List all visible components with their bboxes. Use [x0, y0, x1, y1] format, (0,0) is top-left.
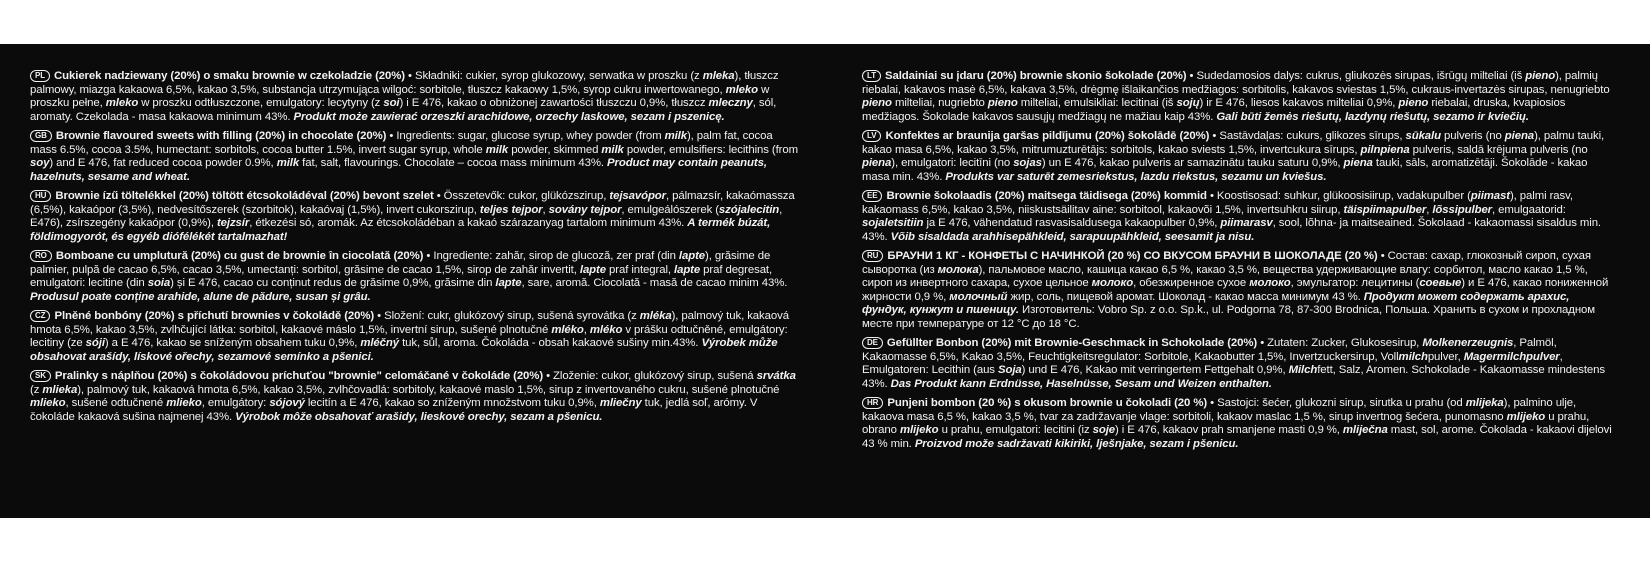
ingredient-text: tauki, sāls, aromatizētāji. Šokolāde - kakao masa min. 43%. [862, 157, 1588, 183]
ingredient-text: • Zloženie: cukor, glukózový sirup, sušená [543, 370, 757, 382]
ingredient-block-ee [862, 190, 1612, 244]
allergen-disclaimer: Võib sisaldada arahhisepähkleid, sarapuupähkleid, seesamit ja nisu. [890, 230, 1255, 243]
allergen-word: lapte [678, 250, 706, 262]
allergen-word: pieno [1525, 70, 1556, 82]
allergen-word: Milch [1288, 364, 1318, 376]
ingredient-text: pulver, [1427, 350, 1464, 363]
ingredient-text: fett, Salz, Aromen. Schokolade - Kakaomasse mindestens 43%. [862, 364, 1605, 390]
ingredient-text: praf degresat, emulgatori: lecitine (din [30, 263, 773, 289]
ingredient-text: ), пальмовое масло, кашица какао 6,5 %, какао 3,5 %, вещества удерживающие влагу: сорбитол, масло какао 1,5 %, сироп из инвертного сахара, сухое цельное [862, 263, 1588, 289]
ingredient-text: ) și E 476, cacao cu conținut redus de grăsime 0,9%, grăsime din [170, 277, 496, 289]
allergen-word: szójalecitin [718, 203, 780, 216]
ingredient-text: , обезжиренное сухое [1133, 277, 1250, 289]
allergen-word: молоко [1249, 277, 1291, 289]
language-badge: EE [862, 190, 882, 202]
allergen-word: soje [1092, 424, 1116, 436]
ingredient-block-sk [30, 370, 802, 424]
ingredient-text: ) и E 476, какао пониженной жирности 0,9 %, [862, 277, 1609, 303]
allergen-disclaimer: Продукт может содержать арахис, фундук, кунжут и пшеницу. [862, 290, 1570, 316]
allergen-word: piimast [1470, 190, 1510, 202]
allergen-word: milk [276, 157, 300, 169]
allergen-word: sūkalu [1405, 130, 1441, 142]
ingredient-text: (z [30, 383, 43, 396]
allergen-word: piimarasv [1220, 217, 1273, 229]
ingredient-text: ), palmový tuk, kakaová hmota 6,5%, kakao 3,5%, zvlhčující látka: sorbitol, kakaové máslo 1,5%, invertní sirup, sušené plnotučné [30, 310, 789, 336]
ingredient-text: ), palmių riebalai, kakavos masė 6,5%, kakava 3,5%, drėgmę išlaikančios medžiagos: sorbitolis, kakavos sviestas 1,5%, cukraus-invertazės sirupas, nenugriebto [862, 70, 1610, 96]
ingredient-text: , [1426, 203, 1433, 216]
ingredient-text: • Ingrediente: zahăr, sirop de glucoză, zer praf (din [423, 250, 679, 262]
allergen-word: mliječna [1342, 424, 1388, 436]
allergen-word: молоко [1091, 277, 1134, 289]
ingredient-text: ) i E 476, kakao o obniżonej zawartości tłuszczu 0,9%, tłuszcz [399, 97, 709, 109]
ingredient-text: ), palmový tuk, kakaová hmota 6,5%, kakao 3,5%, zvlhčovadlá: sorbitoly, kakaové maslo 1,5%, sirup z invertovaného cukru, sušené plnotučné [77, 383, 780, 396]
allergen-word: pilnpiena [1360, 143, 1410, 156]
ingredient-text: ), grăsime de palmier, pulpă de cacao 6,5%, cacao 3,5%, umectanți: sorbitol, grăsime de cacao 1,5%, sirop de zahăr invertit, [30, 250, 771, 276]
ingredient-text: , étkezési só, aromák. Az étcsokoládéban a kakaó szárazanyag tartalom minimum 43%. [249, 217, 688, 229]
allergen-word: teljes tejpor [479, 203, 543, 216]
allergen-disclaimer: Produsul poate conține arahide, alune de pădure, susan și grâu. [30, 290, 371, 303]
ingredient-text: ) ir E 476, liesos kakavos milteliai 0,9%, [1199, 97, 1399, 109]
allergen-disclaimer: Gali būti žemės riešutų, lazdynų riešutų, sezamo ir kviečių. [1216, 110, 1529, 123]
product-title: Brownie šokolaadis (20%) maitsega täidisega (20%) kommid [886, 190, 1207, 202]
ingredient-text: mast, sol, arome. Čokolada - kakaovi dijelovi 43 % min. [862, 424, 1612, 450]
ingredient-text: riebalai, druska, kvapiosios medžiagos. Šokolade kakavos sausųjų medžiagų ne mažiau kaip 43%. [862, 97, 1566, 123]
language-badge: HR [862, 397, 883, 409]
ingredient-text: жир, соль, пищевой аромат. Шоколад - какао масса минимум 43 %. [1007, 290, 1364, 303]
ingredient-block-de [862, 337, 1612, 391]
ingredient-text: , sare, aromă. Ciocolată - masă de cacao minim 43%. [521, 277, 788, 289]
allergen-word: srvátka [756, 370, 796, 382]
language-badge: RU [862, 250, 883, 262]
product-title: Punjeni bombon (20 %) s okusom brownie u čokoladi (20 %) [887, 397, 1208, 409]
ingredient-text: powder, emulsifiers: lecithins (from [623, 143, 798, 156]
allergen-disclaimer: Produkt może zawierać orzeszki arachidowe, orzechy laskowe, sezam i pszenicę. [293, 110, 725, 123]
ingredient-text: • Ingredients: sugar, glucose syrup, whey powder (from [386, 130, 665, 142]
allergen-word: sojaletsitiin [862, 217, 924, 229]
ingredient-text: pulveris, saldā krējuma pulveris (no [1409, 143, 1588, 156]
allergen-word: soi [383, 97, 400, 109]
allergen-word: молока [937, 263, 979, 276]
allergen-word: sojas [1013, 157, 1042, 169]
allergen-word: piena [862, 157, 892, 169]
ingredient-text: ) i E 476, kakaov prah smanjene masti 0,9 %, [1115, 424, 1343, 436]
ingredient-text: pulveris (no [1440, 130, 1505, 142]
ingredient-text: ja E 476, vähendatud rasvasisaldusega kakaopulber 0,9%, [923, 217, 1221, 229]
ingredient-text: , emulgátory: [201, 397, 270, 409]
product-title: Cukierek nadziewany (20%) o smaku brownie w czekoladzie (20%) [54, 70, 405, 82]
product-title: БРАУНИ 1 КГ - КОНФЕТЫ С НАЧИНКОЙ (20 %) СО ВКУСОМ БРАУНИ В ШОКОЛАДЕ (20 %) [887, 250, 1378, 262]
allergen-word: mleka [702, 70, 735, 82]
product-title: Gefüllter Bonbon (20%) mit Brownie-Geschmack in Schokolade (20%) [886, 337, 1258, 349]
allergen-word: piena [1343, 157, 1373, 169]
ingredient-text: ), palmu tauki, kakao masa 6,5%, kakao 3,5%, mitrumuzturētājs: sorbitols, kakao sviests 1,5%, invertcukura sīrups, [862, 130, 1605, 156]
left-column [30, 70, 802, 430]
ingredient-text: , emulgeálószerek ( [621, 203, 719, 216]
ingredient-text: praf integral, [605, 263, 675, 276]
ingredient-text: , pálmazsír, kakaómassza (6,5%), kakaópor (3,5%), nedvesítőszerek (szorbitok), kakaóvaj (1,5%), invert cukorszirup, [30, 190, 795, 216]
product-title: Saldainiai su įdaru (20%) brownie skonio šokolade (20%) [884, 70, 1187, 82]
ingredient-block-cz [30, 310, 802, 364]
ingredient-text: milteliai, nugriebto [891, 97, 988, 109]
allergen-word: lõssipulber [1432, 203, 1493, 216]
ingredient-text: , эмульгатор: лецитины ( [1290, 277, 1420, 289]
ingredient-text: , E476), zsírszegény kakaópor (0,9%), [30, 203, 783, 229]
language-badge: DE [862, 337, 883, 349]
ingredient-block-hr [862, 397, 1612, 451]
right-column [862, 70, 1612, 457]
allergen-word: täispiimapulber [1343, 203, 1427, 216]
language-badge: CZ [30, 310, 50, 322]
ingredient-text: tuk, sůl, aroma. Čokoláda - obsah kakaové sušiny min.43%. [399, 337, 702, 349]
ingredient-text: milteliai, emulsikliai: lecitinai (iš [1017, 97, 1177, 109]
allergen-word: sovány tejpor [548, 203, 622, 216]
allergen-word: soy [30, 157, 50, 169]
allergen-word: молочный [949, 290, 1008, 303]
allergen-disclaimer: Výrobok môže obsahovať arašidy, lieskové orechy, sezam a pšenicu. [235, 410, 603, 423]
allergen-word: milk [664, 130, 687, 142]
ingredient-block-lt [862, 70, 1612, 124]
language-badge: SK [30, 370, 51, 382]
ingredient-text: ) un E 476, kakao pulveris ar samazinātu tauku saturu 0,9%, [1041, 157, 1344, 169]
ingredient-block-lv [862, 130, 1612, 184]
ingredient-text: ), palm fat, cocoa mass 6.5%, cocoa 3.5%, humectant: sorbitols, cocoa butter 1.5%, invert sugar syrup, whole [30, 130, 773, 156]
ingredient-text: , [583, 323, 590, 336]
allergen-word: pieno [987, 97, 1018, 109]
allergen-word: milk [485, 143, 509, 156]
ingredient-text: lecitín a E 476, kakao so zníženým množstvom tuku 0,9%, [304, 397, 600, 409]
ingredient-text: ) and E 476, fat reduced cocoa powder 0.9%, [49, 157, 277, 169]
product-title: Plněné bonbóny (20%) s příchutí brownies v čokoládě (20%) [54, 310, 375, 322]
product-title: Bomboane cu umplutură (20%) cu gust de brownie în ciocolată (20%) [55, 250, 424, 262]
allergen-word: mlijeko [1506, 410, 1546, 423]
ingredient-text: Изготовитель: Vobro Sp. z o.o. Sp.k., ul. Podgorna 78, 87-300 Brodnica, Польша. Хранить в сухом и прохладном месте при температуре от 12 °С до 18 °С. [862, 304, 1595, 330]
ingredient-text: , Emulgatoren: Lecithin (aus [862, 350, 1563, 376]
language-badge: RO [30, 250, 52, 262]
ingredient-text: ), emulgatori: lecitīni (no [891, 157, 1014, 169]
ingredient-text: • Složení: cukr, glukózový sirup, sušená syrovátka (z [374, 310, 640, 322]
product-title: Brownie flavoured sweets with filling (20%) in chocolate (20%) [55, 130, 387, 142]
language-badge: LV [862, 130, 881, 142]
language-badge: LT [862, 70, 881, 82]
ingredient-text: w proszku odtłuszczone, emulgatory: lecytyny (z [138, 97, 384, 109]
ingredient-text: powder, skimmed [508, 143, 602, 156]
allergen-word: mliečny [599, 397, 642, 409]
allergen-disclaimer: Výrobek může obsahovat arašídy, lískové ořechy, sezamové semínko a pšenici. [30, 337, 778, 363]
ingredient-text: ) a E 476, kakao se sníženým obsahem tuku 0,9%, [104, 337, 361, 349]
allergen-word: lapte [579, 263, 606, 276]
ingredient-block-ru [862, 250, 1612, 331]
ingredient-text: w proszku pełne, [30, 83, 770, 109]
ingredient-block-hu [30, 190, 802, 244]
allergen-word: Molkenerzeugnis [1422, 337, 1514, 349]
language-badge: GB [30, 130, 52, 142]
ingredient-text: • Sastojci: šećer, glukozni sirup, sirutka u prahu (od [1207, 397, 1466, 409]
ingredient-text: fat, salt, flavourings. Chocolate – cocoa mass minimum 43%. [299, 157, 608, 169]
ingredient-text: tuk, jedlá soľ, arómy. V čokoláde kakaová sušina najmenej 43%. [30, 397, 758, 423]
allergen-disclaimer: A termék búzát, földimogyorót, és egyéb diófélékét tartalmazhat! [30, 217, 771, 243]
allergen-word: lapte [495, 277, 522, 289]
allergen-word: soia [147, 277, 171, 289]
ingredients-label-band [0, 44, 1650, 518]
ingredient-text: ), palmino ulje, kakaova masa 6,5 %, kakao 3,5 %, tvar za zadržavanje vlage: sorbitoli, kakaov maslac 1,5 %, sirup invertnog šećera, punomasno [862, 397, 1577, 423]
allergen-word: mlieko [166, 397, 202, 409]
language-badge: PL [30, 70, 50, 82]
allergen-word: Magermilchpulver [1463, 350, 1560, 363]
allergen-word: mleczny [708, 97, 753, 109]
allergen-word: milch [1398, 350, 1428, 363]
ingredient-text: • Состав: сахар, глюкозный сироп, сухая сыворотка (из [862, 250, 1591, 276]
product-title: Brownie ízű töltelékkel (20%) töltött étcsokoládéval (20%) bevont szelet [55, 190, 434, 202]
allergen-word: mleko [725, 83, 758, 96]
allergen-word: pieno [862, 97, 892, 109]
allergen-word: mlieko [30, 397, 66, 409]
allergen-word: milk [601, 143, 624, 156]
ingredient-text: • Sudedamosios dalys: cukrus, gliukozės sirupas, išrūgų milteliai (iš [1186, 70, 1526, 82]
ingredient-text: , sool, lõhna- ja maitseained. Šokolaad - kakaomassi sisaldus min. 43%. [862, 217, 1601, 243]
allergen-word: tejsavópor [609, 190, 666, 202]
allergen-disclaimer: Product may contain peanuts, hazelnuts, sesame and wheat. [30, 157, 767, 183]
ingredient-text: , sušené odtučnené [65, 397, 167, 409]
allergen-word: mléka [639, 310, 672, 322]
ingredient-text: , sól, aromaty. Czekolada - masa kakaowa minimum 43%. [30, 97, 777, 123]
ingredient-block-ro [30, 250, 802, 304]
ingredient-text: , [542, 203, 549, 216]
ingredient-text: • Zutaten: Zucker, Glukosesirup, [1257, 337, 1423, 349]
ingredient-text: • Összetevők: cukor, glükózszirup, [433, 190, 610, 202]
ingredient-text: , Palmöl, Kakaomasse 6,5%, Kakao 3,5%, Feuchtigkeitsregulator: Sorbitole, Kakaobutter 1,5%, Invertzuckersirup, Voll [862, 337, 1557, 363]
allergen-word: mléko [551, 323, 584, 336]
ingredient-text: • Koostisosad: suhkur, glükoosisiirup, vadakupulber ( [1206, 190, 1471, 202]
allergen-word: sojų [1176, 97, 1200, 109]
allergen-disclaimer: Produkts var saturēt zemesriekstus, lazdu riekstus, sezamu un kviešus. [945, 170, 1327, 183]
ingredient-block-pl [30, 70, 802, 124]
ingredient-text: v prášku odtučněné, emulgátory: lecitiny (ze [30, 323, 788, 349]
allergen-word: tejzsír [216, 217, 250, 229]
allergen-word: piena [1504, 130, 1535, 142]
ingredient-block-gb [30, 130, 802, 184]
allergen-disclaimer: Das Produkt kann Erdnüsse, Haselnüsse, Sesam und Weizen enthalten. [890, 377, 1272, 390]
ingredient-text: • Sastāvdaļas: cukurs, glikozes sīrups, [1209, 130, 1406, 142]
allergen-word: lapte [674, 263, 701, 276]
ingredient-text: ) und E 476, Kakao mit verringertem Fettgehalt 0,9%, [1021, 364, 1289, 376]
ingredient-text: u prahu, emulgatori: lecitini (iz [938, 424, 1093, 436]
ingredient-text: ), palmi rasv, kakaomass 6,5%, kakao 3,5%, niiskustsäilitav aine: sorbitool, kakaovõi 1,5%, invertsuhkru siirup, [862, 190, 1573, 216]
allergen-word: mleko [105, 97, 139, 109]
allergen-word: pieno [1398, 97, 1429, 109]
allergen-word: sójový [269, 397, 305, 409]
allergen-word: mlieka [42, 383, 78, 396]
allergen-word: mléčný [360, 337, 399, 349]
product-title: Pralinky s náplňou (20%) s čokoládovou príchuťou "brownie" celomáčané v čokoláde (20%) [54, 370, 544, 382]
allergen-word: Soja [997, 364, 1022, 376]
product-title: Konfektes ar braunija garšas pildījumu (20%) šokolādē (20%) [885, 130, 1210, 142]
allergen-disclaimer: Proizvod može sadržavati kikiriki, lješnjake, sezam i pšenicu. [914, 437, 1239, 450]
allergen-word: соевые [1419, 277, 1462, 289]
allergen-word: mléko [589, 323, 623, 336]
ingredient-text: , emulgaatorid: [1492, 203, 1566, 216]
ingredient-text: • Składniki: cukier, syrop glukozowy, serwatka w proszku (z [404, 70, 703, 82]
ingredient-text: u prahu, obrano [862, 410, 1590, 436]
ingredient-text: ), tłuszcz palmowy, miazga kakaowa 6,5%, kakao 3,5%, substancja utrzymująca wilgoć: sorbitole, tłuszcz kakaowy 1,5%, syrop cukru inwertowanego, [30, 70, 779, 96]
allergen-word: mlijeko [899, 424, 939, 436]
allergen-word: sóji [85, 337, 105, 349]
allergen-word: mlijeka [1465, 397, 1504, 409]
language-badge: HU [30, 190, 51, 202]
